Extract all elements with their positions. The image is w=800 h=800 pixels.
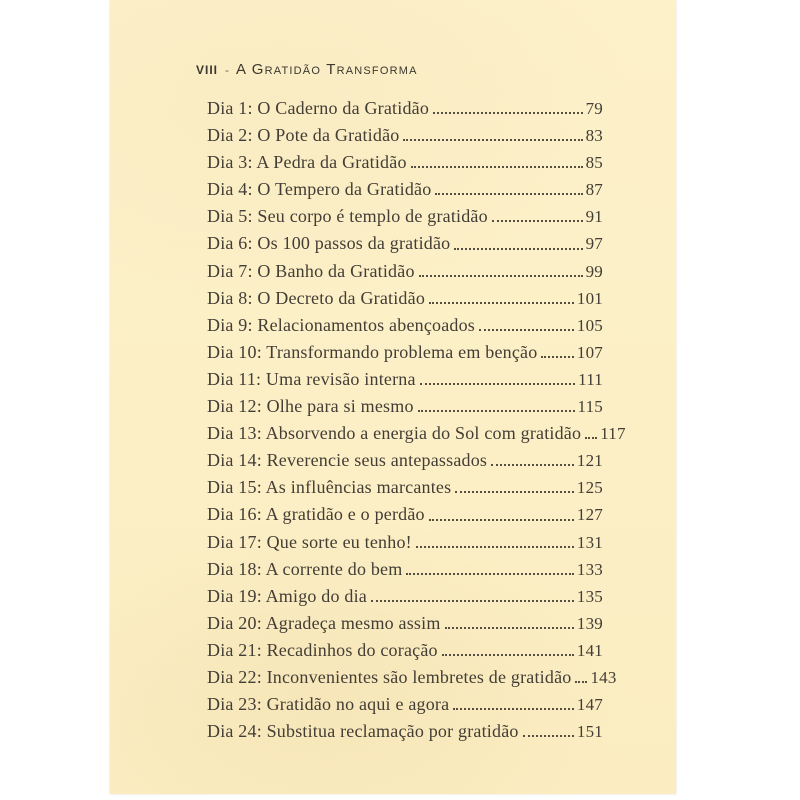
leader-dots <box>453 708 574 710</box>
toc-entry-title: Dia 17: Que sorte eu tenho! <box>207 531 412 552</box>
toc-entry-title: Dia 1: O Caderno da Gratidão <box>207 98 430 118</box>
toc-entry <box>207 529 603 556</box>
leader-dots <box>523 735 574 737</box>
leader-dots <box>491 464 574 466</box>
toc-entry-page: 105 <box>576 315 603 335</box>
toc-entry-title: Dia 7: O Banho da Gratidão <box>207 260 415 281</box>
leader-dots <box>429 302 574 304</box>
toc-entry-page: 147 <box>576 695 603 715</box>
toc-entry-title: Dia 9: Relacionamentos abençoados <box>207 314 476 335</box>
leader-dots <box>541 356 573 358</box>
toc-entry <box>207 95 603 122</box>
leader-dots <box>411 166 583 168</box>
toc-entry <box>207 230 603 257</box>
toc-entry <box>207 366 603 393</box>
toc-entry <box>207 203 603 230</box>
toc-entry-title: Dia 8: O Decreto da Gratidão <box>207 287 426 308</box>
toc-entry <box>207 691 603 718</box>
book-title: A Gratidão Transforma <box>236 61 418 78</box>
toc-entry-title: Dia 15: As influências marcantes <box>207 477 452 498</box>
toc-entry-page: 99 <box>585 261 603 281</box>
toc-entry-title: Dia 24: Substitua reclamação por gratidão <box>207 721 519 742</box>
toc-entry <box>207 637 603 664</box>
toc-entry-page: 91 <box>585 207 603 227</box>
header-separator: - <box>225 63 230 77</box>
leader-dots <box>479 329 574 331</box>
leader-dots <box>429 519 574 521</box>
toc-entry <box>207 583 603 610</box>
toc-entry-page: 117 <box>600 424 626 444</box>
table-of-contents <box>207 95 626 745</box>
toc-entry-page: 141 <box>576 640 603 660</box>
leader-dots <box>435 193 582 195</box>
leader-dots <box>403 139 582 141</box>
toc-entry-title: Dia 10: Transformando problema em benção <box>207 341 538 362</box>
toc-entry-title: Dia 20: Agradeça mesmo assim <box>207 612 441 633</box>
leader-dots <box>419 275 583 277</box>
leader-dots <box>442 654 574 656</box>
leader-dots <box>433 112 583 114</box>
toc-entry-page: 107 <box>576 342 603 362</box>
toc-entry-page: 83 <box>585 126 603 146</box>
toc-entry-title: Dia 12: Olhe para si mesmo <box>207 396 414 417</box>
toc-entry-title: Dia 23: Gratidão no aqui e agora <box>207 694 450 715</box>
toc-entry-page: 111 <box>578 369 603 389</box>
toc-entry-page: 79 <box>585 99 603 118</box>
toc-entry-title: Dia 16: A gratidão e o perdão <box>207 504 425 525</box>
toc-entry <box>207 122 603 149</box>
toc-entry-page: 125 <box>576 478 603 498</box>
leader-dots <box>454 248 582 250</box>
toc-entry-title: Dia 5: Seu corpo é templo de gratidão <box>207 206 488 227</box>
toc-entry-title: Dia 18: A corrente do bem <box>207 558 403 579</box>
leader-dots <box>492 220 583 222</box>
toc-entry <box>207 474 603 501</box>
toc-entry <box>207 420 626 447</box>
toc-entry <box>207 339 603 366</box>
toc-entry-title: Dia 2: O Pote da Gratidão <box>207 125 400 146</box>
toc-entry <box>207 447 603 474</box>
toc-entry <box>207 718 603 745</box>
toc-entry-page: 131 <box>576 532 603 552</box>
toc-entry-title: Dia 14: Reverencie seus antepassados <box>207 450 488 471</box>
toc-entry-page: 115 <box>577 397 603 417</box>
toc-entry-page: 151 <box>576 722 603 742</box>
page-folio: VIII <box>196 63 219 77</box>
toc-entry-page: 87 <box>585 180 603 200</box>
toc-entry <box>207 149 603 176</box>
toc-entry-title: Dia 19: Amigo do dia <box>207 585 367 606</box>
toc-entry-page: 135 <box>576 586 603 606</box>
toc-entry <box>207 393 603 420</box>
book-page <box>110 0 676 794</box>
toc-entry-title: Dia 13: Absorvendo a energia do Sol com gratidão <box>207 423 582 444</box>
toc-entry <box>207 501 603 528</box>
toc-entry-title: Dia 4: O Tempero da Gratidão <box>207 179 432 200</box>
toc-entry-page: 97 <box>585 234 603 254</box>
toc-entry-page: 121 <box>576 451 603 471</box>
toc-entry-page: 101 <box>576 288 603 308</box>
toc-entry <box>207 312 603 339</box>
toc-entry-title: Dia 6: Os 100 passos da gratidão <box>207 233 451 254</box>
leader-dots <box>418 410 575 412</box>
toc-entry <box>207 664 617 691</box>
leader-dots <box>455 491 574 493</box>
leader-dots <box>575 681 587 683</box>
toc-entry-title: Dia 22: Inconvenientes são lembretes de gratidão <box>207 666 572 687</box>
leader-dots <box>416 546 574 548</box>
toc-entry-page: 133 <box>576 559 603 579</box>
toc-entry-title: Dia 3: A Pedra da Gratidão <box>207 152 407 173</box>
leader-dots <box>445 627 574 629</box>
toc-entry <box>207 258 603 285</box>
leader-dots <box>371 600 574 602</box>
running-header <box>196 61 418 78</box>
toc-entry-page: 143 <box>590 667 617 687</box>
toc-entry <box>207 285 603 312</box>
toc-entry-page: 139 <box>576 613 603 633</box>
leader-dots <box>420 383 575 385</box>
toc-entry-page: 127 <box>576 505 603 525</box>
toc-entry-page: 85 <box>585 153 603 173</box>
toc-entry <box>207 176 603 203</box>
toc-entry-title: Dia 11: Uma revisão interna <box>207 368 416 389</box>
leader-dots <box>406 573 573 575</box>
toc-entry <box>207 556 603 583</box>
toc-entry-title: Dia 21: Recadinhos do coração <box>207 639 438 660</box>
toc-entry <box>207 610 603 637</box>
leader-dots <box>585 437 597 439</box>
